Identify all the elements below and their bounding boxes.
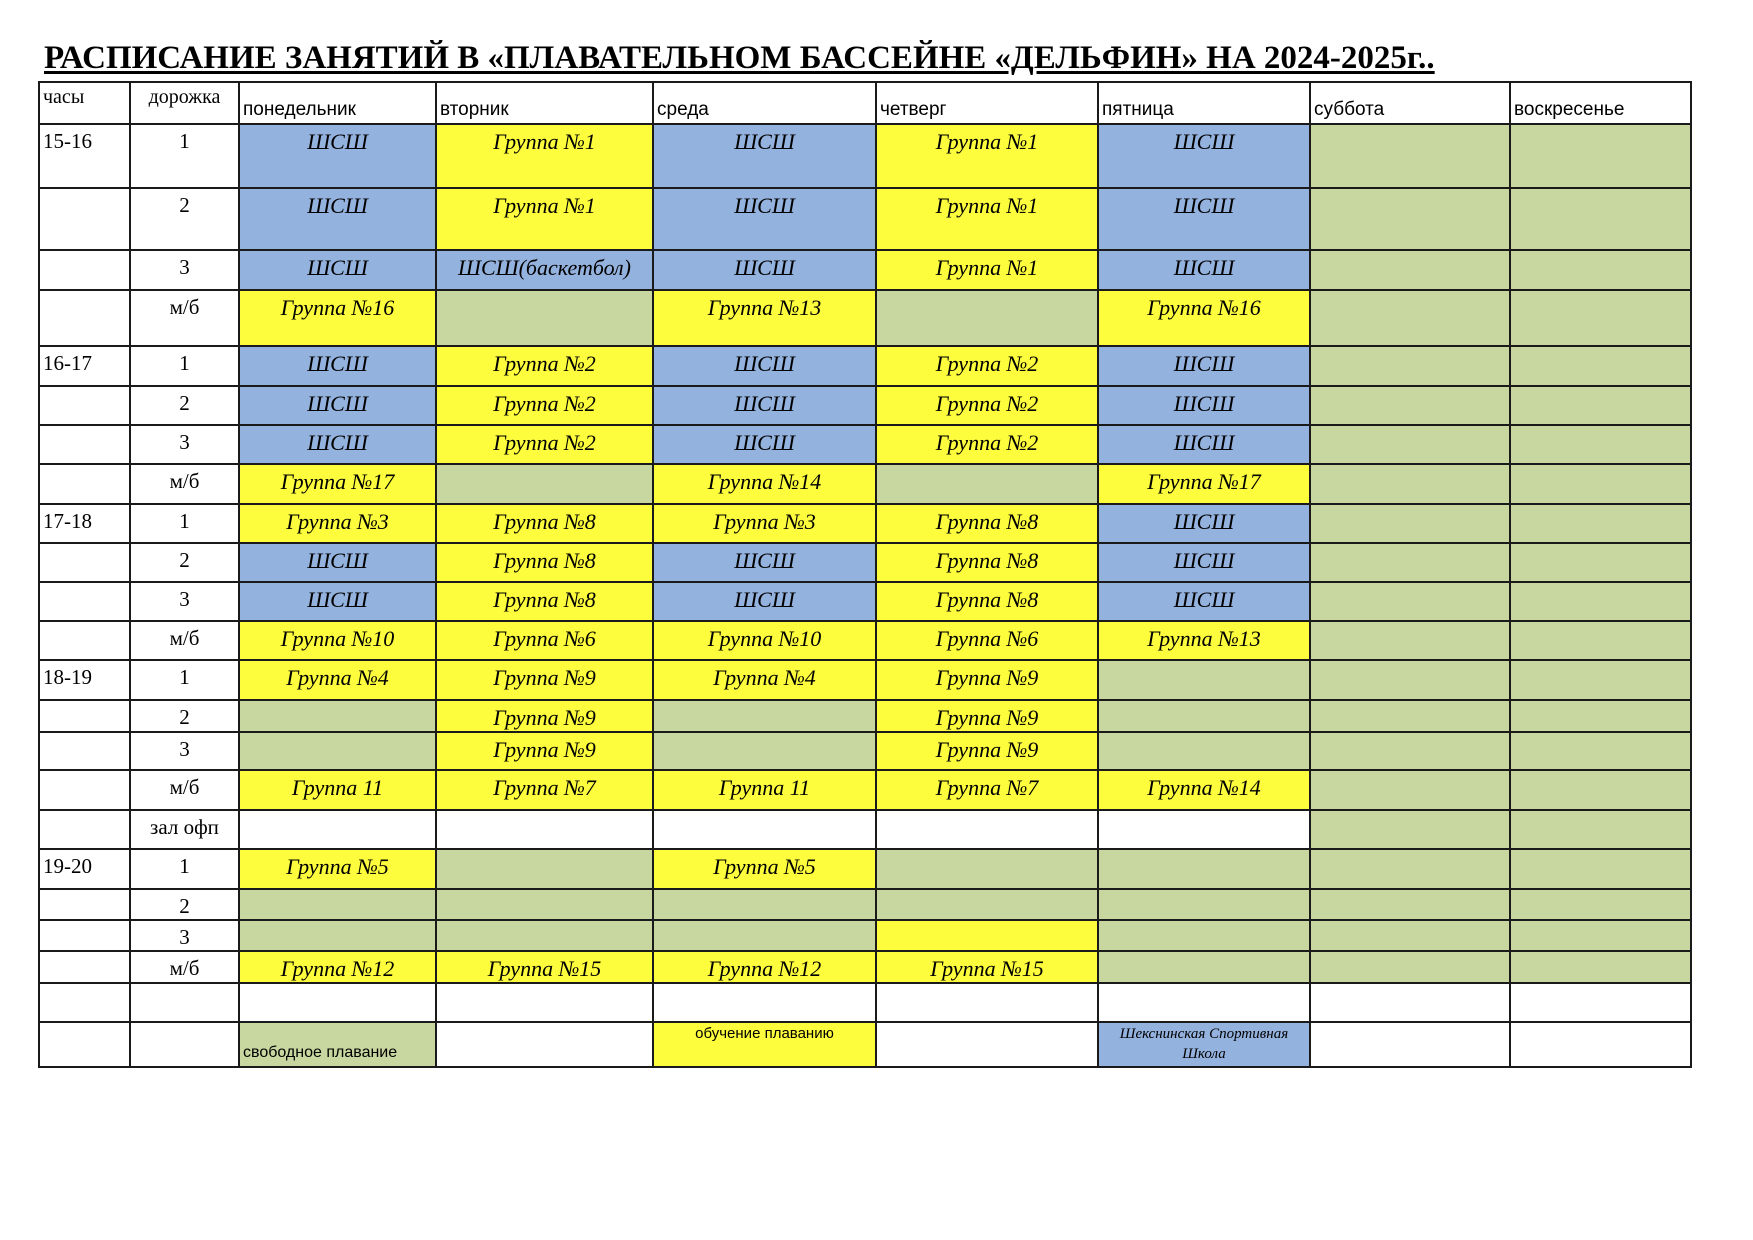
schedule-cell-friday <box>1098 810 1310 849</box>
schedule-cell-monday: ШСШ <box>239 425 436 464</box>
schedule-cell-sunday <box>1510 386 1691 425</box>
schedule-cell-saturday <box>1310 849 1510 889</box>
schedule-cell-friday: ШСШ <box>1098 250 1310 290</box>
schedule-cell-sunday <box>1510 951 1691 983</box>
schedule-cell-thursday: Группа №1 <box>876 188 1098 250</box>
schedule-cell-friday <box>1098 660 1310 700</box>
schedule-cell-monday: ШСШ <box>239 582 436 621</box>
schedule-cell-monday: Группа №5 <box>239 849 436 889</box>
time-slot <box>39 582 130 621</box>
schedule-cell-sunday <box>1510 983 1691 1022</box>
lane-label: 3 <box>130 582 239 621</box>
schedule-cell-wednesday <box>653 732 876 770</box>
schedule-cell-monday: Группа 11 <box>239 770 436 810</box>
schedule-cell-saturday <box>1310 660 1510 700</box>
schedule-cell-thursday: Группа №8 <box>876 504 1098 543</box>
schedule-cell-tuesday <box>436 464 653 504</box>
schedule-cell-wednesday <box>653 700 876 732</box>
schedule-cell-thursday: Группа №9 <box>876 732 1098 770</box>
schedule-cell-saturday <box>1310 920 1510 951</box>
schedule-cell-saturday <box>1310 951 1510 983</box>
schedule-cell-sunday <box>1510 849 1691 889</box>
schedule-cell-tuesday: Группа №6 <box>436 621 653 660</box>
schedule-cell-friday: ШСШ <box>1098 386 1310 425</box>
lane-label: 2 <box>130 386 239 425</box>
schedule-cell-friday <box>1098 951 1310 983</box>
schedule-cell-monday <box>239 732 436 770</box>
schedule-cell-monday: Группа №4 <box>239 660 436 700</box>
schedule-cell-friday: ШСШ <box>1098 188 1310 250</box>
time-slot <box>39 290 130 346</box>
header-day-tuesday: вторник <box>436 82 653 124</box>
schedule-row <box>39 464 1691 504</box>
schedule-cell-saturday <box>1310 810 1510 849</box>
lane-label: 2 <box>130 700 239 732</box>
schedule-cell-friday: Группа №13 <box>1098 621 1310 660</box>
schedule-cell-wednesday: ШСШ <box>653 188 876 250</box>
schedule-cell-friday: ШСШ <box>1098 346 1310 386</box>
schedule-cell-friday: Группа №16 <box>1098 290 1310 346</box>
schedule-cell-tuesday: Группа №1 <box>436 124 653 188</box>
schedule-cell-tuesday: Группа №8 <box>436 543 653 582</box>
lane-label: 1 <box>130 504 239 543</box>
time-slot <box>39 889 130 920</box>
schedule-row <box>39 543 1691 582</box>
schedule-row <box>39 346 1691 386</box>
schedule-cell-monday: Группа №12 <box>239 951 436 983</box>
schedule-cell-wednesday: ШСШ <box>653 543 876 582</box>
lane-label: м/б <box>130 464 239 504</box>
schedule-row <box>39 188 1691 250</box>
time-slot <box>39 543 130 582</box>
page-title: РАСПИСАНИЕ ЗАНЯТИЙ В «ПЛАВАТЕЛЬНОМ БАССЕЙНЕ «ДЕЛЬФИН» НА 2024-2025г.. <box>44 40 1435 76</box>
lane-label: 1 <box>130 346 239 386</box>
schedule-cell-wednesday: Группа 11 <box>653 770 876 810</box>
schedule-cell-wednesday: ШСШ <box>653 582 876 621</box>
schedule-cell-saturday <box>1310 582 1510 621</box>
schedule-cell-saturday <box>1310 732 1510 770</box>
schedule-cell-sunday <box>1510 889 1691 920</box>
time-slot <box>39 386 130 425</box>
schedule-cell-monday: ШСШ <box>239 124 436 188</box>
lane-label: 1 <box>130 660 239 700</box>
schedule-cell-tuesday: Группа №8 <box>436 504 653 543</box>
schedule-cell-monday <box>239 889 436 920</box>
schedule-cell-thursday <box>876 290 1098 346</box>
schedule-cell-saturday <box>1310 983 1510 1022</box>
schedule-cell-sunday <box>1510 770 1691 810</box>
schedule-cell-thursday: Группа №6 <box>876 621 1098 660</box>
schedule-cell-saturday <box>1310 124 1510 188</box>
schedule-cell-sunday <box>1510 504 1691 543</box>
schedule-cell-monday: Группа №10 <box>239 621 436 660</box>
header-day-sunday: воскресенье <box>1510 82 1691 124</box>
lane-label: 2 <box>130 543 239 582</box>
schedule-cell-thursday <box>876 464 1098 504</box>
schedule-cell-wednesday: ШСШ <box>653 346 876 386</box>
time-slot: 17-18 <box>39 504 130 543</box>
lane-label: зал офп <box>130 810 239 849</box>
schedule-cell-tuesday <box>436 889 653 920</box>
time-slot <box>39 770 130 810</box>
schedule-cell-friday: ШСШ <box>1098 425 1310 464</box>
schedule-cell-monday <box>239 920 436 951</box>
schedule-cell-sunday <box>1510 920 1691 951</box>
schedule-cell-monday: Группа №16 <box>239 290 436 346</box>
schedule-cell-wednesday: ШСШ <box>653 250 876 290</box>
schedule-cell-sunday <box>1510 124 1691 188</box>
schedule-cell-saturday <box>1310 464 1510 504</box>
header-row <box>39 82 1691 124</box>
time-slot: 16-17 <box>39 346 130 386</box>
schedule-cell-thursday <box>876 889 1098 920</box>
schedule-cell-thursday: Группа №9 <box>876 660 1098 700</box>
schedule-cell-wednesday: Группа №4 <box>653 660 876 700</box>
schedule-row <box>39 660 1691 700</box>
schedule-cell-tuesday <box>436 983 653 1022</box>
schedule-cell-thursday: Группа №8 <box>876 582 1098 621</box>
schedule-cell-tuesday: Группа №9 <box>436 700 653 732</box>
schedule-cell-tuesday: Группа №9 <box>436 660 653 700</box>
schedule-cell-thursday <box>876 920 1098 951</box>
schedule-cell-monday: ШСШ <box>239 346 436 386</box>
schedule-cell-tuesday: Группа №9 <box>436 732 653 770</box>
schedule-cell-friday: ШСШ <box>1098 582 1310 621</box>
lane-label: 1 <box>130 124 239 188</box>
schedule-cell-saturday <box>1310 621 1510 660</box>
legend-empty-hours <box>39 1022 130 1067</box>
schedule-cell-friday: ШСШ <box>1098 504 1310 543</box>
time-slot <box>39 983 130 1022</box>
schedule-cell-wednesday: Группа №5 <box>653 849 876 889</box>
schedule-cell-friday: Группа №14 <box>1098 770 1310 810</box>
time-slot <box>39 700 130 732</box>
schedule-cell-monday <box>239 700 436 732</box>
schedule-cell-friday: Группа №17 <box>1098 464 1310 504</box>
header-day-monday: понедельник <box>239 82 436 124</box>
time-slot: 18-19 <box>39 660 130 700</box>
lane-label: 3 <box>130 732 239 770</box>
schedule-cell-thursday: Группа №7 <box>876 770 1098 810</box>
schedule-cell-thursday: Группа №15 <box>876 951 1098 983</box>
schedule-cell-wednesday: ШСШ <box>653 386 876 425</box>
schedule-cell-saturday <box>1310 188 1510 250</box>
schedule-cell-tuesday: Группа №2 <box>436 386 653 425</box>
time-slot <box>39 250 130 290</box>
time-slot: 19-20 <box>39 849 130 889</box>
lane-label: 2 <box>130 188 239 250</box>
lane-label: 3 <box>130 920 239 951</box>
schedule-cell-monday: ШСШ <box>239 543 436 582</box>
legend-training: обучение плаванию <box>653 1022 876 1067</box>
legend-empty-sunday <box>1510 1022 1691 1067</box>
lane-label: 3 <box>130 250 239 290</box>
lane-label: 3 <box>130 425 239 464</box>
schedule-cell-tuesday: ШСШ(баскетбол) <box>436 250 653 290</box>
lane-label: м/б <box>130 290 239 346</box>
schedule-cell-saturday <box>1310 543 1510 582</box>
time-slot <box>39 920 130 951</box>
schedule-cell-thursday: Группа №1 <box>876 124 1098 188</box>
schedule-cell-sunday <box>1510 543 1691 582</box>
lane-label: м/б <box>130 621 239 660</box>
schedule-row <box>39 621 1691 660</box>
schedule-cell-tuesday <box>436 290 653 346</box>
schedule-row <box>39 700 1691 732</box>
schedule-cell-monday <box>239 810 436 849</box>
legend-empty-tuesday <box>436 1022 653 1067</box>
schedule-cell-saturday <box>1310 290 1510 346</box>
schedule-cell-thursday: Группа №2 <box>876 346 1098 386</box>
schedule-cell-tuesday: Группа №2 <box>436 346 653 386</box>
schedule-row <box>39 250 1691 290</box>
header-lane: дорожка <box>130 82 239 124</box>
schedule-cell-friday <box>1098 732 1310 770</box>
schedule-cell-friday <box>1098 849 1310 889</box>
schedule-body <box>39 124 1691 1022</box>
schedule-cell-tuesday <box>436 849 653 889</box>
time-slot <box>39 951 130 983</box>
legend-empty-lane <box>130 1022 239 1067</box>
schedule-cell-sunday <box>1510 660 1691 700</box>
schedule-cell-saturday <box>1310 346 1510 386</box>
schedule-cell-thursday: Группа №8 <box>876 543 1098 582</box>
schedule-cell-tuesday: Группа №1 <box>436 188 653 250</box>
lane-label: м/б <box>130 770 239 810</box>
schedule-table <box>38 81 1692 1068</box>
schedule-cell-thursday: Группа №9 <box>876 700 1098 732</box>
schedule-cell-saturday <box>1310 700 1510 732</box>
schedule-cell-friday: ШСШ <box>1098 543 1310 582</box>
schedule-cell-monday: Группа №3 <box>239 504 436 543</box>
lane-label: м/б <box>130 951 239 983</box>
schedule-cell-monday: Группа №17 <box>239 464 436 504</box>
legend-free-swim: свободное плавание <box>239 1022 436 1067</box>
schedule-cell-sunday <box>1510 425 1691 464</box>
schedule-cell-tuesday: Группа №15 <box>436 951 653 983</box>
schedule-cell-sunday <box>1510 188 1691 250</box>
schedule-cell-saturday <box>1310 250 1510 290</box>
schedule-cell-wednesday: Группа №12 <box>653 951 876 983</box>
schedule-cell-monday <box>239 983 436 1022</box>
legend-row <box>39 1022 1691 1067</box>
schedule-cell-saturday <box>1310 770 1510 810</box>
time-slot: 15-16 <box>39 124 130 188</box>
schedule-cell-sunday <box>1510 346 1691 386</box>
schedule-cell-wednesday <box>653 810 876 849</box>
schedule-cell-wednesday: Группа №13 <box>653 290 876 346</box>
schedule-cell-wednesday: ШСШ <box>653 425 876 464</box>
schedule-cell-thursday: Группа №2 <box>876 425 1098 464</box>
schedule-cell-thursday <box>876 810 1098 849</box>
schedule-cell-saturday <box>1310 504 1510 543</box>
header-day-thursday: четверг <box>876 82 1098 124</box>
schedule-cell-sunday <box>1510 732 1691 770</box>
schedule-cell-sunday <box>1510 250 1691 290</box>
schedule-row <box>39 920 1691 951</box>
schedule-row <box>39 290 1691 346</box>
schedule-cell-wednesday: Группа №14 <box>653 464 876 504</box>
schedule-cell-wednesday <box>653 920 876 951</box>
schedule-cell-tuesday <box>436 920 653 951</box>
lane-label: 2 <box>130 889 239 920</box>
lane-label <box>130 983 239 1022</box>
schedule-row <box>39 983 1691 1022</box>
time-slot <box>39 464 130 504</box>
schedule-cell-tuesday: Группа №7 <box>436 770 653 810</box>
schedule-row <box>39 951 1691 983</box>
time-slot <box>39 188 130 250</box>
schedule-cell-tuesday: Группа №8 <box>436 582 653 621</box>
legend-empty-saturday <box>1310 1022 1510 1067</box>
schedule-row <box>39 124 1691 188</box>
header-day-friday: пятница <box>1098 82 1310 124</box>
time-slot <box>39 425 130 464</box>
schedule-cell-wednesday: Группа №10 <box>653 621 876 660</box>
schedule-cell-friday <box>1098 700 1310 732</box>
schedule-cell-wednesday: Группа №3 <box>653 504 876 543</box>
schedule-cell-thursday <box>876 983 1098 1022</box>
time-slot <box>39 621 130 660</box>
schedule-cell-saturday <box>1310 386 1510 425</box>
schedule-cell-sunday <box>1510 582 1691 621</box>
schedule-row <box>39 770 1691 810</box>
schedule-cell-thursday: Группа №1 <box>876 250 1098 290</box>
header-hours: часы <box>39 82 130 124</box>
schedule-row <box>39 732 1691 770</box>
schedule-cell-tuesday <box>436 810 653 849</box>
schedule-cell-tuesday: Группа №2 <box>436 425 653 464</box>
schedule-cell-wednesday: ШСШ <box>653 124 876 188</box>
legend-empty-thursday <box>876 1022 1098 1067</box>
schedule-row <box>39 810 1691 849</box>
schedule-cell-friday: ШСШ <box>1098 124 1310 188</box>
schedule-cell-monday: ШСШ <box>239 188 436 250</box>
schedule-cell-saturday <box>1310 889 1510 920</box>
schedule-row <box>39 849 1691 889</box>
schedule-cell-wednesday <box>653 983 876 1022</box>
schedule-cell-friday <box>1098 983 1310 1022</box>
header-day-saturday: суббота <box>1310 82 1510 124</box>
schedule-row <box>39 425 1691 464</box>
schedule-cell-friday <box>1098 920 1310 951</box>
schedule-cell-sunday <box>1510 700 1691 732</box>
schedule-row <box>39 889 1691 920</box>
schedule-cell-thursday: Группа №2 <box>876 386 1098 425</box>
schedule-row <box>39 582 1691 621</box>
header-day-wednesday: среда <box>653 82 876 124</box>
time-slot <box>39 732 130 770</box>
schedule-row <box>39 504 1691 543</box>
schedule-cell-sunday <box>1510 810 1691 849</box>
schedule-cell-thursday <box>876 849 1098 889</box>
lane-label: 1 <box>130 849 239 889</box>
schedule-cell-sunday <box>1510 290 1691 346</box>
schedule-cell-friday <box>1098 889 1310 920</box>
schedule-cell-monday: ШСШ <box>239 250 436 290</box>
schedule-cell-saturday <box>1310 425 1510 464</box>
schedule-cell-sunday <box>1510 464 1691 504</box>
schedule-cell-monday: ШСШ <box>239 386 436 425</box>
time-slot <box>39 810 130 849</box>
schedule-cell-wednesday <box>653 889 876 920</box>
schedule-row <box>39 386 1691 425</box>
schedule-cell-sunday <box>1510 621 1691 660</box>
legend-sports-school: Шекснинская Спортивная Школа <box>1098 1022 1310 1067</box>
